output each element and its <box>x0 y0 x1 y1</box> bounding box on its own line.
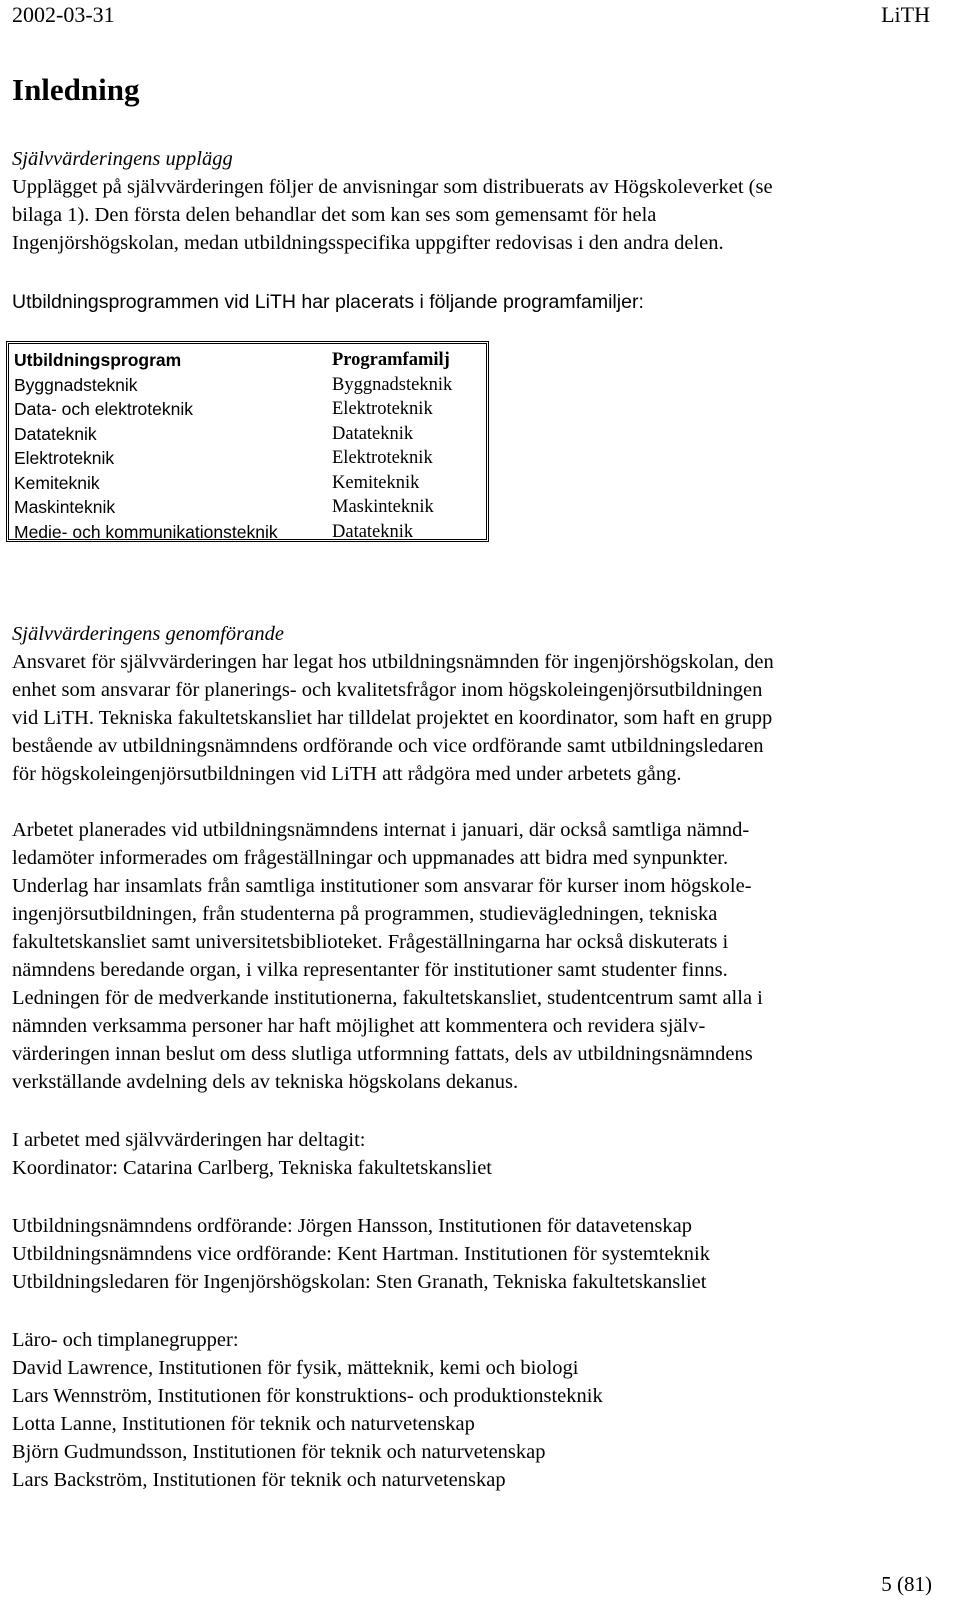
table-cell: Byggnadsteknik <box>14 374 138 395</box>
paragraph-line: Underlag har insamlats från samtliga institutioner som ansvarar för kurser inom högskole- <box>12 875 752 897</box>
paragraph-line: fakultetskansliet samt universitetsbiblioteket. Frågeställningarna har också diskuterats i <box>12 931 729 953</box>
paragraph-line: bilaga 1). Den första delen behandlar det som kan ses som gemensamt för hela <box>12 204 657 226</box>
page-title: Inledning <box>12 72 140 107</box>
paragraph-line: verkställande avdelning dels av tekniska högskolans dekanus. <box>12 1071 519 1093</box>
table-intro: Utbildningsprogrammen vid LiTH har placerats i följande programfamiljer: <box>12 291 644 313</box>
section-heading: Självvärderingens upplägg <box>12 148 233 170</box>
paragraph-line: Utbildningsnämndens ordförande: Jörgen Hansson, Institutionen för datavetenskap <box>12 1215 692 1237</box>
header-date: 2002-03-31 <box>12 2 115 27</box>
paragraph-line: nämndens beredande organ, i vilka representanter för institutioner samt studenter finns. <box>12 959 728 981</box>
table-cell: Kemiteknik <box>14 472 100 493</box>
paragraph-line: Björn Gudmundsson, Institutionen för teknik och naturvetenskap <box>12 1441 546 1463</box>
paragraph-line: Ingenjörshögskolan, medan utbildningsspecifika uppgifter redovisas i den andra delen. <box>12 232 724 254</box>
page-number: 5 (81) <box>881 1572 932 1596</box>
program-table <box>6 341 489 542</box>
table-cell: Elektroteknik <box>332 399 433 419</box>
table-cell: Datateknik <box>14 423 97 444</box>
paragraph-line: för högskoleingenjörsutbildningen vid LiTH att rådgöra med under arbetets gång. <box>12 763 682 785</box>
table-cell: Elektroteknik <box>332 448 433 468</box>
paragraph-line: Arbetet planerades vid utbildningsnämndens internat i januari, där också samtliga nämnd- <box>12 819 750 841</box>
paragraph-line: ingenjörsutbildningen, från studenterna på programmen, studievägledningen, tekniska <box>12 903 718 925</box>
paragraph-line: vid LiTH. Tekniska fakultetskansliet har tilldelat projektet en koordinator, som haft en grupp <box>12 707 773 729</box>
table-cell: Maskinteknik <box>332 497 434 517</box>
paragraph-line: Koordinator: Catarina Carlberg, Tekniska fakultetskansliet <box>12 1157 492 1179</box>
table-column-family <box>332 348 452 544</box>
header-org: LiTH <box>881 2 930 27</box>
paragraph-arbete <box>12 816 942 1096</box>
table-column-program <box>14 348 278 544</box>
table-header: Utbildningsprogram <box>14 350 182 370</box>
paragraph-line: nämnden verksamma personer har haft möjlighet att kommentera och revidera själv- <box>12 1015 706 1037</box>
paragraph-deltagare <box>12 1126 942 1182</box>
paragraph-line: Upplägget på självvärderingen följer de anvisningar som distribuerats av Högskoleverket (se <box>12 176 773 198</box>
paragraph-line: Utbildningsnämndens vice ordförande: Kent Hartman. Institutionen för systemteknik <box>12 1243 710 1265</box>
table-cell: Medie- och kommunikationsteknik <box>14 521 278 542</box>
table-cell: Maskinteknik <box>14 497 116 517</box>
paragraph-line: värderingen innan beslut om dess slutliga utformning fattats, dels av utbildningsnämndens <box>12 1043 753 1065</box>
table-cell: Kemiteknik <box>332 472 420 493</box>
section-genomforande <box>12 620 942 788</box>
paragraph-line: Utbildningsledaren för Ingenjörshögskolan: Sten Granath, Tekniska fakultetskansliet <box>12 1271 707 1293</box>
paragraph-line: bestående av utbildningsnämndens ordförande och vice ordförande samt utbildningsledaren <box>12 735 764 757</box>
paragraph-line: enhet som ansvarar för planerings- och kvalitetsfrågor inom högskoleingenjörsutbildningen <box>12 679 763 701</box>
paragraph-line: Lotta Lanne, Institutionen för teknik och naturvetenskap <box>12 1413 475 1435</box>
paragraph-line: Ledningen för de medverkande institutionerna, fakultetskansliet, studentcentrum samt alla i <box>12 987 763 1009</box>
table-cell: Elektroteknik <box>14 448 115 468</box>
paragraph-line: Ansvaret för självvärderingen har legat hos utbildningsnämnden för ingenjörshögskolan, den <box>12 651 774 673</box>
paragraph-grupper <box>12 1326 942 1494</box>
table-cell: Byggnadsteknik <box>332 374 453 395</box>
table-cell: Datateknik <box>332 521 414 542</box>
section-upplagg <box>12 145 942 257</box>
table-cell: Data- och elektroteknik <box>14 399 193 419</box>
paragraph-line: I arbetet med självvärderingen har deltagit: <box>12 1129 366 1151</box>
paragraph-line: ledamöter informerades om frågeställningar och uppmanades att bidra med synpunkter. <box>12 847 729 869</box>
paragraph-line: Lars Wennström, Institutionen för konstruktions- och produktionsteknik <box>12 1385 603 1407</box>
paragraph-line: David Lawrence, Institutionen för fysik, mätteknik, kemi och biologi <box>12 1357 579 1379</box>
section-heading: Självvärderingens genomförande <box>12 623 284 645</box>
table-header: Programfamilj <box>332 350 450 370</box>
table-cell: Datateknik <box>332 423 414 444</box>
paragraph-line: Lars Backström, Institutionen för teknik och naturvetenskap <box>12 1469 506 1491</box>
paragraph-line: Läro- och timplanegrupper: <box>12 1329 239 1351</box>
paragraph-namnd <box>12 1212 942 1296</box>
